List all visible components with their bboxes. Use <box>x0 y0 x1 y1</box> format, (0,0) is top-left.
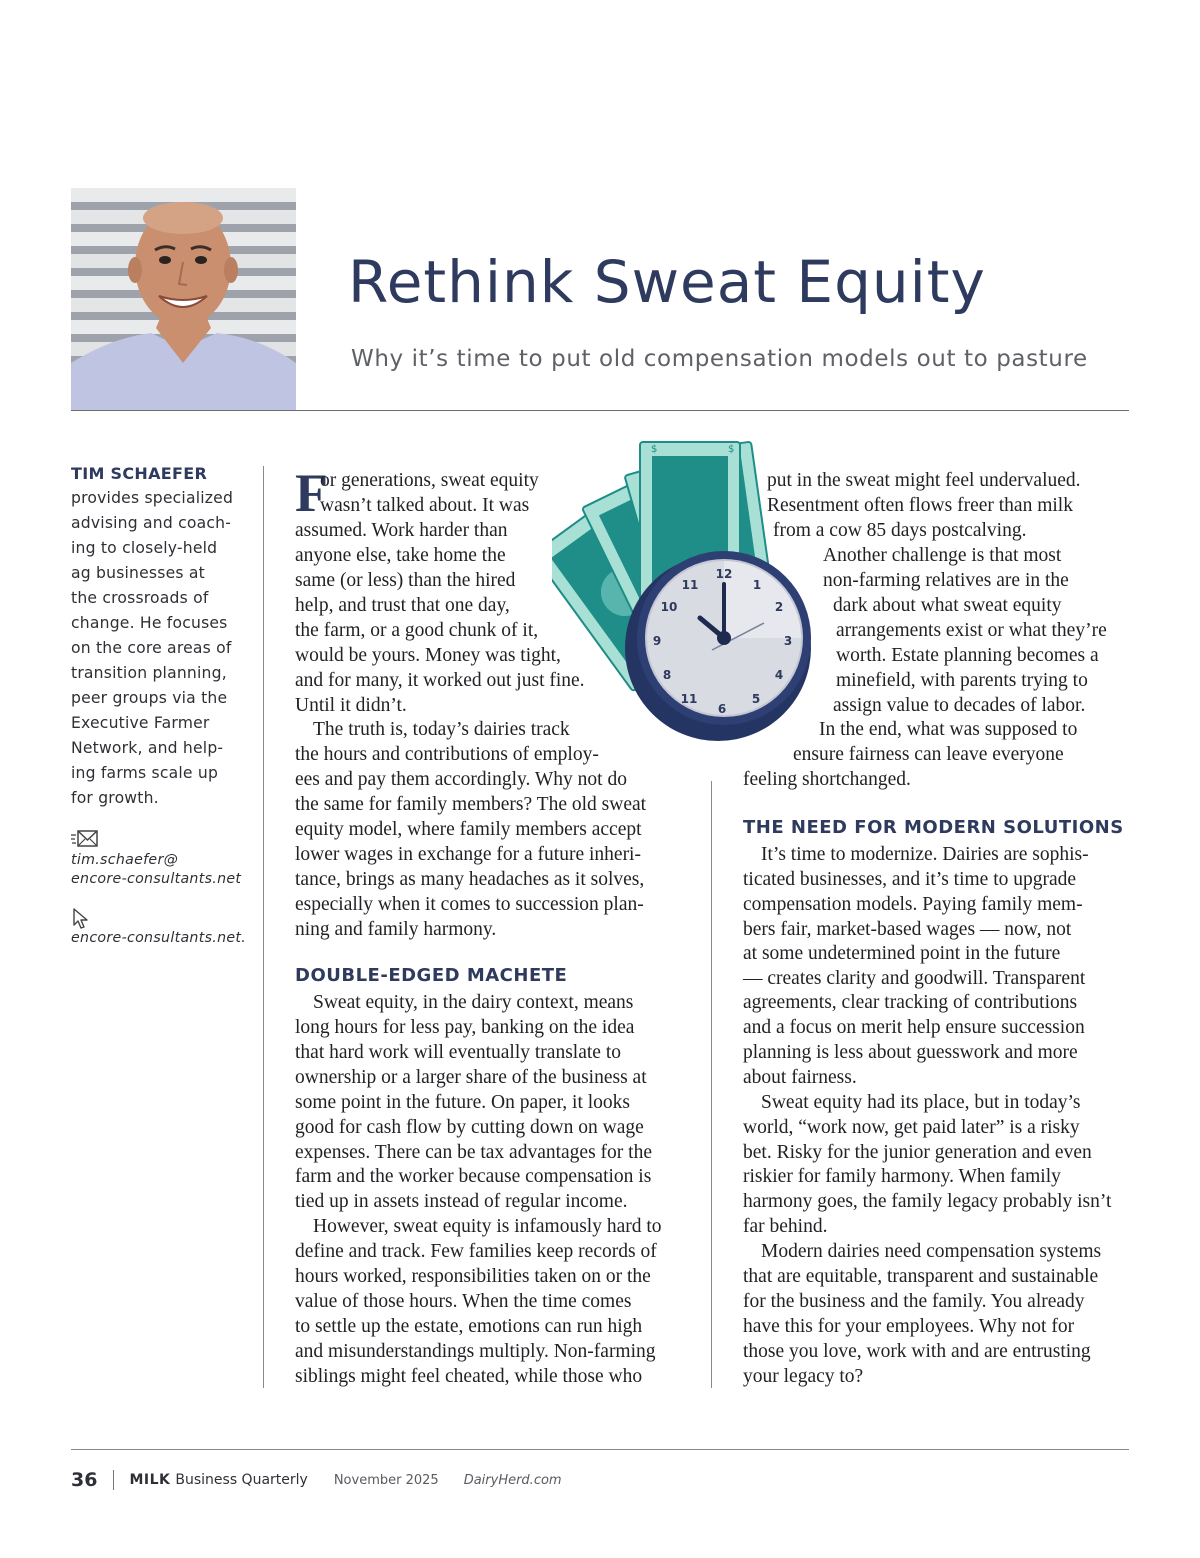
bio-line: change. He focuses <box>71 614 228 632</box>
text-line: ticated businesses, and it’s time to upgrade <box>743 869 1077 890</box>
text-line: feeling shortchanged. <box>743 769 911 790</box>
text-line: value of those hours. When the time comes <box>295 1291 632 1312</box>
text-line: ning and family harmony. <box>295 919 497 940</box>
column-divider-left <box>263 466 264 1388</box>
header-divider <box>71 410 1129 411</box>
text-line: define and track. Few families keep records of <box>295 1241 657 1262</box>
author-photo <box>71 188 296 410</box>
text-line: long hours for less pay, banking on the idea <box>295 1017 635 1038</box>
text-line: that are equitable, transparent and sustainable <box>743 1266 1099 1287</box>
article-title: Rethink Sweat Equity <box>348 248 986 316</box>
text-line: ees and pay them accordingly. Why not do <box>295 769 627 790</box>
text-line: minefield, with parents trying to <box>836 670 1088 691</box>
svg-text:2: 2 <box>774 600 784 614</box>
text-line: put in the sweat might feel undervalued. <box>767 470 1081 491</box>
svg-text:5: 5 <box>751 692 761 706</box>
text-line: expenses. There can be tax advantages for the <box>295 1142 652 1163</box>
bio-line: peer groups via the <box>71 689 228 707</box>
svg-text:$: $ <box>651 444 658 455</box>
text-line: agreements, clear tracking of contributions <box>743 992 1078 1013</box>
footer-separator <box>113 1470 114 1490</box>
email-line[interactable]: tim.schaefer@ <box>71 852 179 868</box>
text-line: However, sweat equity is infamously hard to <box>313 1216 662 1237</box>
text-line: compensation models. Paying family mem- <box>743 894 1083 915</box>
text-line: and for many, it worked out just fine. <box>295 670 585 691</box>
bio-line: ag businesses at <box>71 564 205 582</box>
text-line: bers fair, market-based wages — now, not <box>743 919 1072 940</box>
text-line: assign value to decades of labor. <box>833 695 1086 716</box>
page-footer <box>71 1466 562 1494</box>
author-bio <box>71 486 256 811</box>
text-line: tance, brings as many headaches as it solves, <box>295 869 645 890</box>
text-line: siblings might feel cheated, while those who <box>295 1366 643 1387</box>
svg-text:12: 12 <box>715 567 733 581</box>
text-line: to settle up the estate, emotions can run high <box>295 1316 643 1337</box>
column-divider-right <box>711 781 712 1388</box>
bio-line: Network, and help- <box>71 739 224 757</box>
svg-text:9: 9 <box>652 634 662 648</box>
text-line: especially when it comes to succession plan- <box>295 894 644 915</box>
text-line: Sweat equity had its place, but in today’s <box>761 1092 1081 1113</box>
text-line: about fairness. <box>743 1067 857 1088</box>
text-line: — creates clarity and goodwill. Transparent <box>743 968 1086 989</box>
footer-divider <box>71 1449 1129 1450</box>
bio-line: ing to closely-held <box>71 539 218 557</box>
text-line: Until it didn’t. <box>295 695 407 716</box>
author-sidebar <box>71 461 256 948</box>
section-heading: DOUBLE-EDGED MACHETE <box>295 965 568 986</box>
issue-date: November 2025 <box>333 1472 439 1488</box>
text-line: It’s time to modernize. Dairies are sophis- <box>761 844 1089 865</box>
svg-text:11: 11 <box>681 578 699 592</box>
bio-line: advising and coach- <box>71 514 232 532</box>
text-line: that hard work will eventually translate to <box>295 1042 621 1063</box>
text-line: lower wages in exchange for a future inheri- <box>295 844 641 865</box>
bio-line: the crossroads of <box>71 589 209 607</box>
author-email[interactable] <box>71 851 256 889</box>
text-line: harmony goes, the family legacy probably isn’t <box>743 1191 1112 1212</box>
bio-line: ing farms scale up <box>71 764 219 782</box>
text-line: dark about what sweat equity <box>833 595 1062 616</box>
bio-line: provides specialized <box>71 489 234 507</box>
text-line: farm and the worker because compensation is <box>295 1166 652 1187</box>
text-line: Another challenge is that most <box>823 545 1062 566</box>
text-line: Modern dairies need compensation systems <box>761 1241 1102 1262</box>
text-line: or generations, sweat equity <box>320 470 539 491</box>
section-heading: THE NEED FOR MODERN SOLUTIONS <box>743 817 1124 838</box>
text-line: the same for family members? The old sweat <box>295 794 647 815</box>
text-line: Resentment often flows freer than milk <box>767 495 1073 516</box>
svg-text:11: 11 <box>680 692 698 706</box>
envelope-icon <box>71 829 256 851</box>
svg-text:1: 1 <box>752 578 762 592</box>
text-line: equity model, where family members accept <box>295 819 642 840</box>
cursor-arrow-icon <box>71 907 256 929</box>
svg-text:$: $ <box>728 444 735 455</box>
author-website[interactable] <box>71 929 256 948</box>
text-line: from a cow 85 days postcalving. <box>773 520 1027 541</box>
text-line: ownership or a larger share of the business at <box>295 1067 647 1088</box>
svg-text:6: 6 <box>717 702 727 716</box>
text-line: non-farming relatives are in the <box>823 570 1069 591</box>
bio-line: for growth. <box>71 789 159 807</box>
text-line: world, “work now, get paid later” is a risky <box>743 1117 1080 1138</box>
text-line: far behind. <box>743 1216 828 1237</box>
text-line: bet. Risky for the junior generation and even <box>743 1142 1092 1163</box>
text-line: the hours and contributions of employ- <box>295 744 599 765</box>
article-subtitle: Why it’s time to put old compensation models out to pasture <box>351 346 1088 372</box>
bio-line: Executive Farmer <box>71 714 210 732</box>
svg-text:3: 3 <box>783 634 793 648</box>
magazine-name-bold: MILK <box>129 1472 171 1488</box>
text-line: same (or less) than the hired <box>295 570 516 591</box>
svg-text:4: 4 <box>774 668 784 682</box>
text-line: help, and trust that one day, <box>295 595 510 616</box>
svg-text:10: 10 <box>660 600 678 614</box>
text-line: planning is less about guesswork and more <box>743 1042 1078 1063</box>
text-line: and a focus on merit help ensure succession <box>743 1017 1085 1038</box>
text-line: assumed. Work harder than <box>295 520 508 541</box>
email-line[interactable]: encore-consultants.net <box>71 871 242 887</box>
svg-text:8: 8 <box>662 668 672 682</box>
bio-line: on the core areas of <box>71 639 232 657</box>
author-name: TIM SCHAEFER <box>71 464 208 483</box>
text-line: and misunderstandings multiply. Non-farming <box>295 1341 656 1362</box>
bio-line: transition planning, <box>71 664 227 682</box>
text-line: your legacy to? <box>743 1366 864 1387</box>
text-line: some point in the future. On paper, it looks <box>295 1092 630 1113</box>
page-number: 36 <box>71 1469 98 1491</box>
text-line: at some undetermined point in the future <box>743 943 1061 964</box>
text-line: have this for your employees. Why not for <box>743 1316 1075 1337</box>
footer-website[interactable]: DairyHerd.com <box>463 1472 562 1488</box>
text-line: riskier for family harmony. When family <box>743 1166 1061 1187</box>
text-line: tied up in assets instead of regular income. <box>295 1191 628 1212</box>
magazine-name: Business Quarterly <box>175 1472 308 1488</box>
text-line: the farm, or a good chunk of it, <box>295 620 539 641</box>
text-line: The truth is, today’s dairies track <box>313 719 570 740</box>
text-line: wasn’t talked about. It was <box>320 495 530 516</box>
text-line: would be yours. Money was tight, <box>295 645 561 666</box>
text-line: anyone else, take home the <box>295 545 506 566</box>
drop-cap: F <box>295 463 328 523</box>
text-line: arrangements exist or what they’re <box>836 620 1107 641</box>
text-line: hours worked, responsibilities taken on or the <box>295 1266 651 1287</box>
text-line: those you love, work with and are entrusting <box>743 1341 1091 1362</box>
website-link[interactable]: encore-consultants.net. <box>71 930 247 946</box>
text-line: for the business and the family. You already <box>743 1291 1085 1312</box>
text-line: worth. Estate planning becomes a <box>836 645 1099 666</box>
text-line: In the end, what was supposed to <box>819 719 1078 740</box>
text-line: ensure fairness can leave everyone <box>793 744 1064 765</box>
text-line: good for cash flow by cutting down on wage <box>295 1117 644 1138</box>
text-line: Sweat equity, in the dairy context, means <box>313 992 634 1013</box>
